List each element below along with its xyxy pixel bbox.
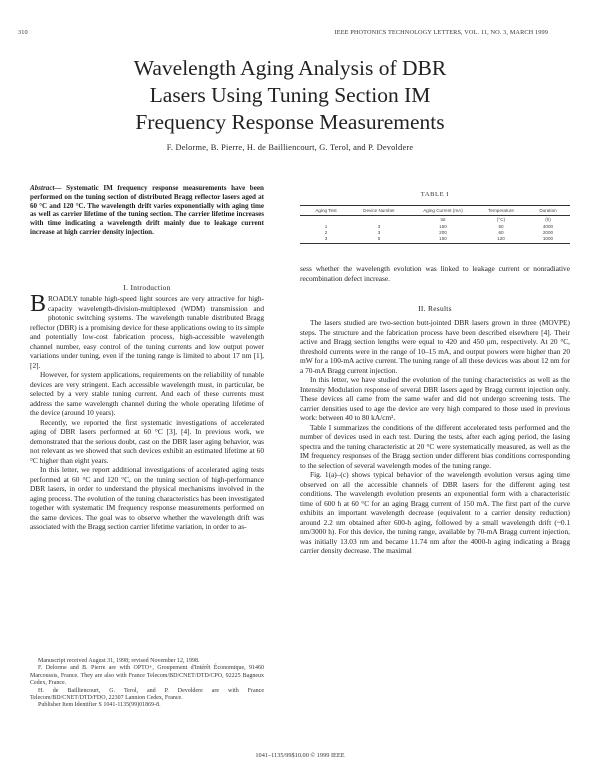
table-subheader-cell: (°C) [496,217,506,222]
copyright-footer: 1041–1135/99$10.00 © 1999 IEEE [255,752,345,759]
intro-paragraph-1: BROADLY tunable high-speed light sources are very attractive for high-capacity wavelength-division-multiplexed (WDM) transmission and photonic switching systems. The wavelength tunable distributed Bragg reflector (DBR) is a promising device for these applications owing to its simple and potentially low-cost fabrication process, high-accessible wavelength channel number, easy control of the tuning currents and low output power variations under tuning, even if the tuning range is limited to about 17 nm [1], [2]. [30,291,264,370]
intro-paragraph-2: However, for system applications, requirements on the reliability of tunable devices are very stringent. Each accessible wavelength must, in particular, be selected by a very stable tuning current. And each of these currents must address the same wavelength channel during the whole operating lifetime of the device (around 10 years). [30,370,264,417]
table-cell: 1000 [542,236,554,241]
section-heading-introduction: I. Introduction [123,283,171,292]
table-cell: 3 [377,224,381,229]
table-cell: 3 [377,230,381,235]
table-rule-top [300,205,570,206]
table-cell: 120 [497,236,505,241]
author-list: F. Delorme, B. Pierre, H. de Bailliencourt, G. Terol, and P. Devoldere [166,143,414,152]
table-rule-header [300,215,570,216]
table-subheader-cell: (h) [545,217,551,222]
intro-paragraph-4: In this letter, we report additional investigations of accelerated aging tests performed at 60 °C and 120 °C, on the tuning section of high-performance DBR lasers, in order to understand the physical mechanisms involved in the aging process. The evolution of the tuning characteristics has been investigated together with systematic IM frequency response measurements performed on the same devices. The goal was to observe whether the wavelength drift was associated with the Bragg section carrier lifetime variation, in order to as- [30,465,264,531]
table-header-cell: Temperature [488,208,514,213]
page-number: 310 [18,29,28,36]
table-cell: 1 [324,224,328,229]
intro-paragraph-3: Recently, we reported the first systematic investigations of accelerated aging of DBR lasers performed at 60 °C [3], [4]. In previous work, we demonstrated that the serious doubt, cast on the DBR laser aging behavior, was not relevant as we showed that such devices exhibit an estimated lifetime at 60 °C higher than eight years. [30,417,264,465]
results-paragraph-3: Table I summarizes the conditions of the different accelerated tests performed and the number of devices used in each test. During the tests, after each aging period, the lasing spectra and the tuning characteristic at 20 °C were systematically measured, as well as the IM frequency responses of the Bragg section under different bias conditions corresponding to the selection of several wavelength modes of the tuning range. [300,422,570,470]
table-cell: 150 [439,236,447,241]
table-cell: 5 [377,236,381,241]
abstract [30,184,264,237]
title-line-2: Lasers Using Tuning Section IM [149,83,431,107]
paper-title [60,55,520,136]
table-cell: 200 [439,230,447,235]
title-line-1: Wavelength Aging Analysis of DBR [133,56,447,80]
results-paragraph-4: Fig. 1(a)–(c) shows typical behavior of the wavelength evolution versus aging time observed on all the accessible channels of DBR lasers for the different aging test conditions. The wavelength evolution presents an exponential form with a characteristic time of 600 h at 60 °C for an aging Bragg current of 150 mA. The first part of the curve exhibits an important wavelength decrease (equivalent to a carrier density reduction) around 2.2 nm obtained after 600-h aging, followed by a small wavelength drift (~0.1 nm/3000 h). For this device, the tuning range, available by 70-mA Bragg current injection, was initially 13.03 nm and became 11.74 nm after the 4000-h aging indicating a Bragg carrier density decrease. The maximal [300,470,570,555]
table-cell: 60 [498,230,504,235]
table-cell: 3 [324,236,328,241]
table-rule-bottom [300,243,570,244]
table-cell: 4000 [542,224,554,229]
footnote-received: Manuscript received August 31, 1998; revised November 12, 1998. [38,658,200,664]
footnote-identifier: Publisher Item Identifier S 1041-1135(99)01869-8. [38,702,161,709]
results-body [300,318,570,556]
table-header-cell: Duration [539,208,557,213]
table-cell: 60 [498,224,504,229]
footnote-affiliation-2: H. de Bailliencourt, G. Terol, and P. Devoldere are with France Telecom/BD/CNET/DTD/FDO, 22307 Lannion Cedex, France. [30,687,264,702]
abstract-text: Systematic IM frequency response measurements have been performed on the tuning section of distributed Bragg reflector lasers aged at 60 °C and 120 °C. The wavelength drift varies exponentially with aging time as well as carrier lifetime of the tuning section. The carrier lifetime increases with time indicating a wavelength drift mainly due to leakage current increase at high carrier density injection. [30,184,264,236]
table-cell: 150 [439,224,447,229]
continuation-paragraph: sess whether the wavelength evolution was linked to leakage current or nonradiative recombination defect increase. [300,264,570,283]
footnote-affiliation-1: F. Delorme and B. Pierre are with OPTO+, Groupement d'Intérêt Économique, 91460 Marcoussis, France. They are also with France Telecom/BD/CNET/DTD/CPO, 92225 Bagneux Cedex, France. [30,665,264,687]
table-header-cell: Aging Test [315,208,337,213]
results-paragraph-2: In this letter, we have studied the evolution of the tuning characteristics as well as the Intensity Modulation response of several DBR lasers aged by Bragg current injection only. These devices all came from the same wafer and did not undergo screening tests. The carrier densities used to age the device are very high compared to those used in previous work: between 40 to 80 kA/cm². [300,375,570,422]
table-header-cell: Aging Current (mA) [423,208,463,213]
introduction-body [30,291,264,532]
table-title: TABLE I [420,191,450,198]
results-continuation [300,264,570,283]
section-heading-results: II. Results [418,304,452,313]
title-line-3: Frequency Response Measurements [135,110,445,134]
drop-cap: B [30,291,47,317]
table-header-cell: Device Number [363,208,395,213]
abstract-lead: Abstract— [30,184,62,192]
footnotes [30,658,264,710]
results-paragraph-1: The lasers studied are two-section butt-jointed DBR lasers grown in three (MOVPE) steps. The structure and the fabrication process have been described elsewhere [4]. Their active and Bragg section lengths were equal to 420 and 450 μm, respectively. At 20 °C, threshold currents were in the range of 10–15 mA, and output powers were higher than 20 mW for a 100-mA active current. The tuning range of all these devices was about 12 nm for a 70-mA Bragg current injection. [300,318,570,375]
table-cell: 2 [324,230,328,235]
journal-header: IEEE PHOTONICS TECHNOLOGY LETTERS, VOL. 11, NO. 3, MARCH 1999 [334,29,548,36]
table-cell: 2000 [542,230,554,235]
table-subheader-cell: tot [440,217,446,222]
